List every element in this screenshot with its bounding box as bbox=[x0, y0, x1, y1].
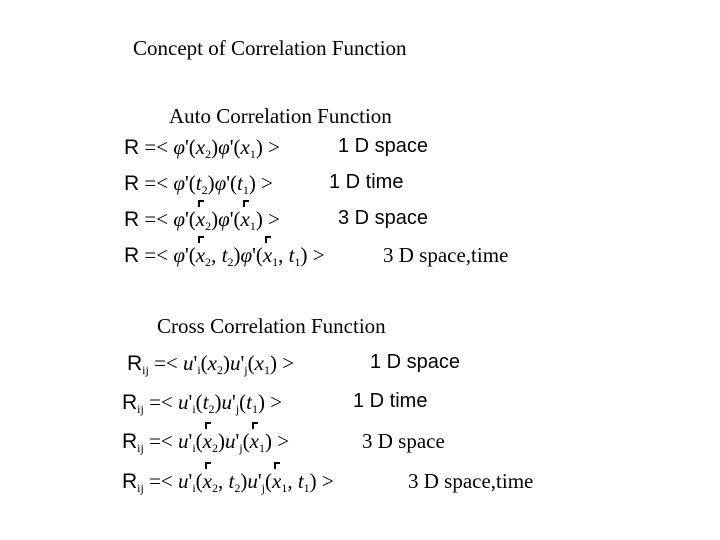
equation-description: 3 D space,time bbox=[383, 243, 509, 267]
equation-description: 1 D space bbox=[370, 351, 461, 373]
equation-description: 3 D space,time bbox=[408, 469, 534, 493]
auto-correlation-heading: Auto Correlation Function bbox=[169, 104, 392, 128]
vector-arrow: x bbox=[195, 207, 206, 231]
equation-description: 3 D space bbox=[362, 429, 445, 453]
equation: $R =< \varphi'(x_2)\varphi'(x_1)$ > bbox=[124, 207, 280, 233]
vector-arrow: x bbox=[240, 207, 250, 231]
equation-description: 1 D time bbox=[353, 390, 428, 412]
equation-description: 1 D space bbox=[338, 135, 429, 157]
vector-arrow: x bbox=[195, 243, 206, 267]
page-title: Concept of Correlation Function bbox=[133, 36, 407, 60]
vector-arrow: x bbox=[271, 469, 282, 493]
vector-arrow: x bbox=[262, 243, 273, 267]
equation: $R =< \varphi'(t_2)\varphi'(t_1)$ > bbox=[124, 171, 273, 197]
cross-correlation-heading: Cross Correlation Function bbox=[157, 314, 386, 338]
equation: $R_{ij} =< u'_i(x_2$, $t_2)u'_j(x_1$, $t_1$) > bbox=[122, 469, 334, 495]
vector-arrow: x bbox=[249, 429, 259, 453]
vector-arrow: x bbox=[202, 429, 212, 453]
equation: $R_{ij} =< u'_i(t_2)u'_j(t_1)$ > bbox=[122, 390, 283, 416]
equation: $R =< \varphi'(x_2)\varphi'(x_1)$ > bbox=[124, 135, 280, 161]
equation: $R_{ij} =< u'_i(x_2)u'_j(x_1)$ > bbox=[127, 351, 295, 377]
equation: $R_{ij} =< u'_i(x_2)u'_j(x_1)$ > bbox=[122, 429, 290, 455]
vector-arrow: x bbox=[202, 469, 212, 493]
equation: $R =< \varphi'(x_2$, $t_2)\varphi'(x_1$, $t_1$) > bbox=[124, 243, 325, 269]
equation-description: 3 D space bbox=[338, 207, 429, 229]
equation-description: 1 D time bbox=[329, 171, 404, 193]
